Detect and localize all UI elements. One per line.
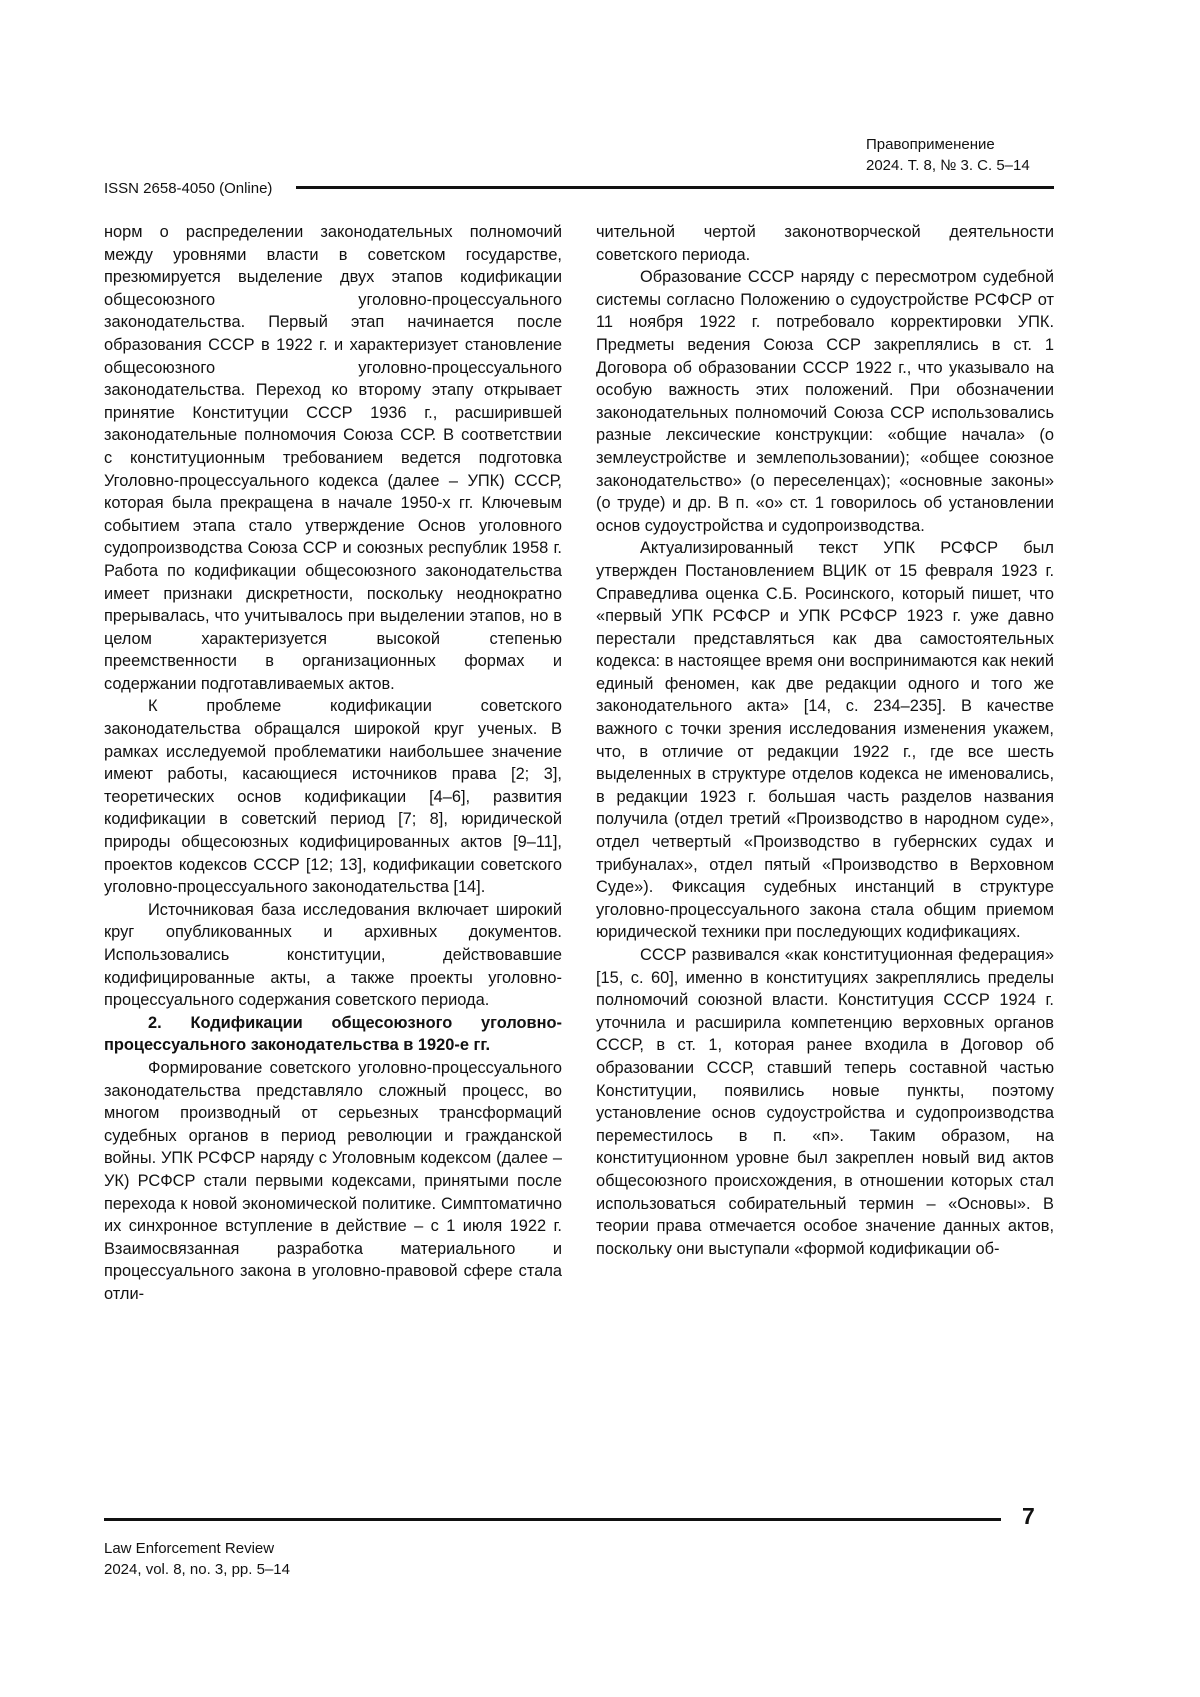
journal-title-ru: Правоприменение: [866, 136, 995, 153]
right-column: [596, 221, 1054, 1260]
left-column: [104, 221, 562, 1306]
paragraph: СССР развивался «как конституционная федерация» [15, с. 60], именно в конституциях закреплялись пределы полномочий союзной власти. Конституция СССР 1924 г. уточнила и расширила компетенцию верховных органов СССР, в ст. 1, которая ранее входила в Договор об образовании СССР, ставший теперь составной частью Конституции, появились новые пункты, поэтому установление основ судоустройства и судопроизводства переместилось в п. «п». Таким образом, на конституционном уровне был закреплен новый вид актов общесоюзного происхождения, в отношении которых стал использоваться собирательный термин – «Основы». В теории права отмечается особое значение данных актов, поскольку они выступали «формой кодификации об-: [596, 946, 1054, 1258]
paragraph: чительной чертой законотворческой деятельности советского периода.: [596, 223, 1054, 264]
paragraph: норм о распределении законодательных полномочий между уровнями власти в советском государстве, презюмируется выделение двух этапов кодификации общесоюзного уголовно-процессуального законодательства. Первый этап начинается после образования СССР в 1922 г. и характеризует становление общесоюзного уголовно-процессуального законодательства. Переход ко второму этапу открывает принятие Конституции СССР 1936 г., расширившей законодательные полномочия Союза ССР. В соответствии с конституционным требованием ведется подготовка Уголовно-процессуального кодекса (далее – УПК) СССР, которая была прекращена в начале 1950-х гг. Ключевым событием этапа стало утверждение Основ уголовного судопроизводства Союза ССР и союзных республик 1958 г. Работа по кодификации общесоюзного законодательства имеет признаки дискретности, поскольку неоднократно прерывалась, что учитывалось при выделении этапов, но в целом характеризуется высокой степенью преемственности в организационных формах и содержании подготавливаемых актов.: [104, 223, 562, 693]
issue-info-en: 2024, vol. 8, no. 3, pp. 5–14: [104, 1561, 290, 1578]
page-number: 7: [1022, 1503, 1035, 1529]
paragraph: Актуализированный текст УПК РСФСР был утвержден Постановлением ВЦИК от 15 февраля 1923 г. Справедлива оценка С.Б. Росинского, который пишет, что «первый УПК РСФСР и УПК РСФСР 1923 г. уже давно перестали представляться как два самостоятельных кодекса: в настоящее время они воспринимаются как некий единый феномен, как две редакции одного и того же законодательного акта» [14, с. 234–235]. В качестве важного с точки зрения исследования изменения укажем, что, в отличие от редакции 1922 г., где все шесть выделенных в структуре отделов кодекса не именовались, в редакции 1923 г. большая часть разделов названия получила (отдел третий «Производство в народном суде», отдел четвертый «Производство в губернских судах и трибуналах», отдел пятый «Производство в Верховном Суде»). Фиксация судебных инстанций в структуре уголовно-процессуального закона стала общим приемом юридической техники при последующих кодификациях.: [596, 539, 1054, 942]
paragraph: Формирование советского уголовно-процессуального законодательства представляло сложный процесс, во многом производный от серьезных трансформаций судебных органов в период революции и гражданской войны. УПК РСФСР наряду с Уголовным кодексом (далее – УК) РСФСР стали первыми кодексами, принятыми после перехода к новой экономической политике. Симптоматично их синхронное вступление в действие – с 1 июля 1922 г. Взаимосвязанная разработка материального и процессуального закона в уголовно-правовой сфере стала отли-: [104, 1058, 562, 1303]
issn-label: ISSN 2658-4050 (Online): [104, 180, 273, 197]
running-header-right: [866, 134, 1030, 176]
journal-title-en: Law Enforcement Review: [104, 1540, 275, 1557]
section-heading: 2. Кодификации общесоюзного уголовно-процессуального законодательства в 1920-е гг.: [104, 1013, 562, 1055]
issue-info-ru: 2024. Т. 8, № 3. С. 5–14: [866, 157, 1030, 174]
footer-rule: [104, 1518, 1001, 1521]
paragraph: К проблеме кодификации советского законодательства обращался широкой круг ученых. В рамках исследуемой проблематики наибольшее значение имеют работы, касающиеся источников права [2; 3], теоретических основ кодификации [4–6], развития кодификации в советский период [7; 8], юридической природы общесоюзных кодифицированных актов [9–11], проектов кодексов СССР [12; 13], кодификации советского уголовно-процессуального законодательства [14].: [104, 697, 562, 897]
header-rule: [296, 186, 1054, 189]
running-footer: [104, 1538, 290, 1580]
paragraph: Образование СССР наряду с пересмотром судебной системы согласно Положению о судоустройстве РСФСР от 11 ноября 1922 г. потребовало корректировки УПК. Предметы ведения Союза ССР закреплялись в ст. 1 Договора об образовании СССР 1922 г., что указывало на особую важность этих положений. При обозначении законодательных полномочий Союза ССР использовались разные лексические конструкции: «общие начала» (о землеустройстве и землепользовании); «общее союзное законодательство» (о переселенцах); «основные законы» (о труде) и др. В п. «о» ст. 1 говорилось об установлении основ судоустройства и судопроизводства.: [596, 268, 1054, 535]
paragraph: Источниковая база исследования включает широкий круг опубликованных и архивных документов. Использовались конституции, действовавшие кодифицированные акты, а также проекты уголовно-процессуального содержания советского периода.: [104, 900, 562, 1010]
